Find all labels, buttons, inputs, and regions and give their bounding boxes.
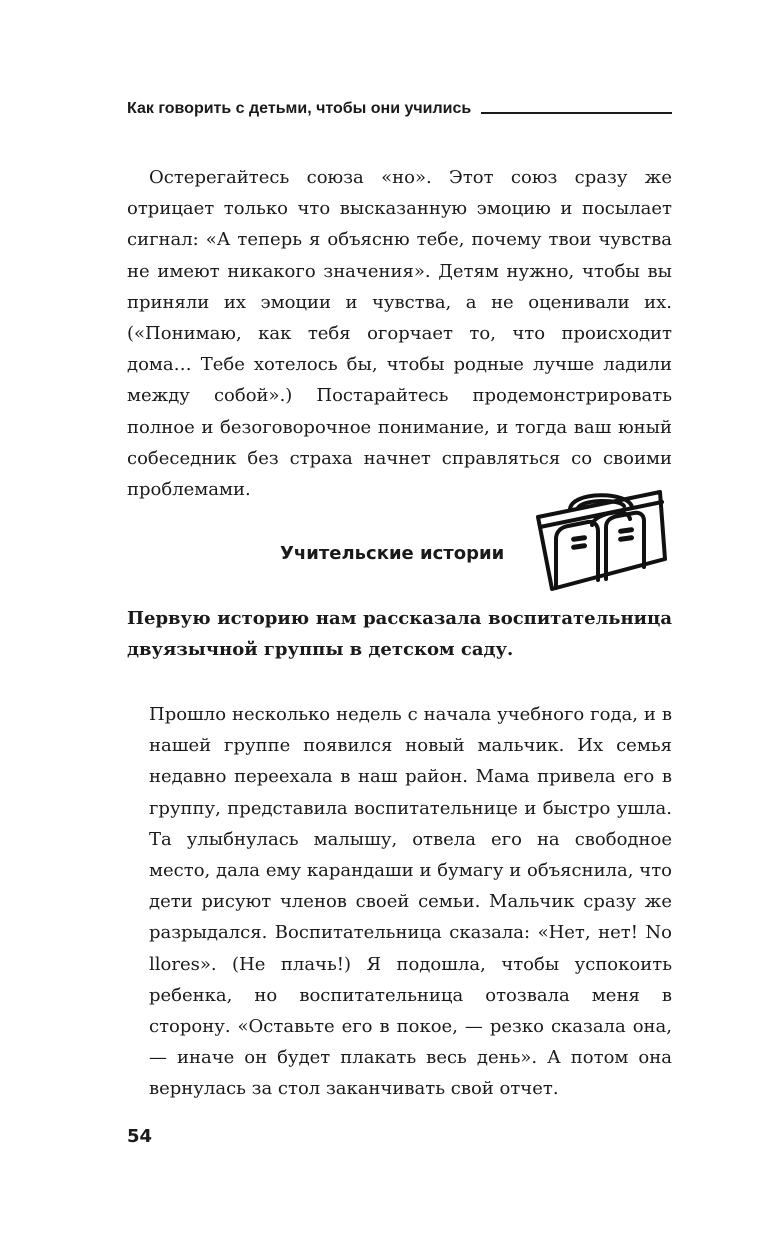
running-title: Как говорить с детьми, чтобы они учились [127,100,472,117]
briefcase-icon [532,487,668,592]
intro-paragraph: Остерегайтесь союза «но». Этот союз сразу же отрицает только что высказанную эмоцию и посылает сигнал: «А теперь я объясню тебе, почему твои чувства не имеют никакого значения». Детям нужно, чтобы вы приняли их эмоции и чувства, а не оценивали их. («Понимаю, как тебя огорчает то, что происходит дома… Тебе хотелось бы, чтобы родные лучше ладили между собой».) Постарайтесь продемонстрировать полное и безоговорочное понимание, и тогда ваш юный собеседник без страха начнет справляться со своими проблемами. [127,167,672,501]
header-rule [481,112,672,114]
running-header [127,100,672,118]
story-paragraph: Прошло несколько недель с начала учебного года, и в нашей группе появился новый мальчик. Их семья недавно переехала в наш район. Мама привела его в группу, представила воспитательнице и быстро ушла. Та улыбнулась малышу, отвела его на свободное место, дала ему карандаши и бумагу и объяснила, что дети рисуют членов своей семьи. Мальчик сразу же разрыдался. Воспитательница сказала: «Нет, нет! No llores». (Не плачь!) Я подошла, чтобы успокоить ребенка, но воспитательница отозвала меня в сторону. «Оставьте его в покое, — резко сказала она, — иначе он будет плакать весь день». А потом она вернулась за стол заканчивать свой отчет. [149,704,672,1100]
page-number: 54 [127,1126,153,1147]
lead-paragraph: Первую историю нам рассказала воспитательница двуязычной группы в детском саду. [127,608,672,661]
section-title: Учительские истории [280,543,505,564]
